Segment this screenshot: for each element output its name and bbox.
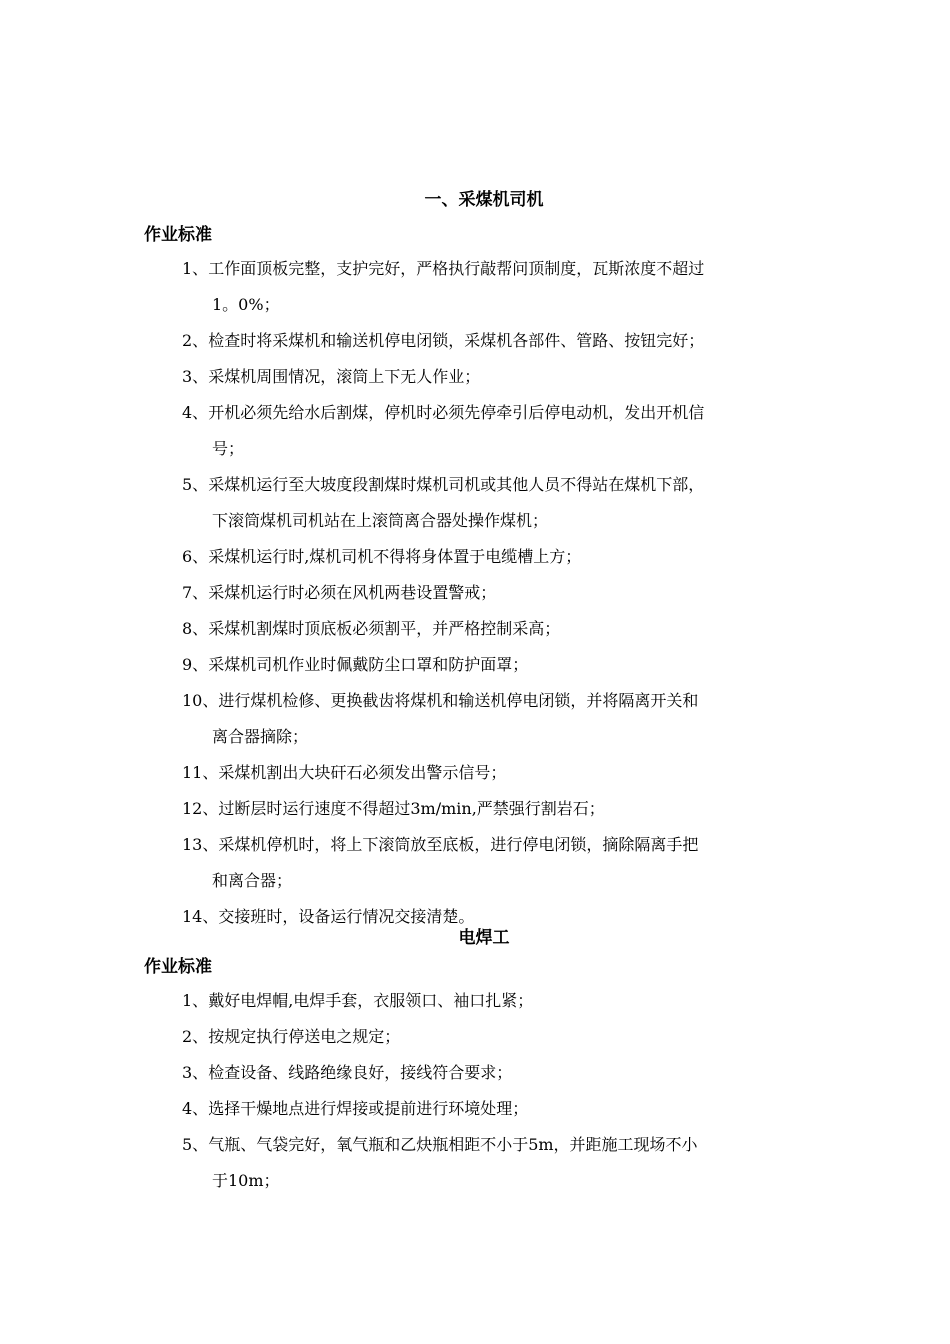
section-title-coal-shearer: 一、采煤机司机 <box>424 190 544 210</box>
item-text: 采煤机运行至大坡度段割煤时煤机司机或其他人员不得站在煤机下部， <box>208 475 705 494</box>
item-number: 7、 <box>182 583 209 602</box>
list-item <box>182 575 812 611</box>
item-number: 8、 <box>182 619 209 638</box>
list-item <box>182 467 812 539</box>
item-text-continued: 于10m； <box>212 1171 280 1190</box>
item-text-continued: 1。0%； <box>212 295 280 314</box>
item-number: 3、 <box>182 1063 209 1082</box>
item-number: 4、 <box>182 403 209 422</box>
section-title-electric-welder: 电焊工 <box>458 928 510 948</box>
item-text: 检查设备、线路绝缘良好，接线符合要求； <box>208 1063 513 1082</box>
item-number: 1、 <box>182 991 209 1010</box>
list-item <box>182 251 812 323</box>
list-item <box>182 791 812 827</box>
item-text: 开机必须先给水后割煤，停机时必须先停牵引后停电动机，发出开机信 <box>208 403 705 422</box>
item-text: 检查时将采煤机和输送机停电闭锁，采煤机各部件、管路、按钮完好； <box>208 331 705 350</box>
item-number: 10、 <box>182 691 219 710</box>
item-text-continued: 离合器摘除； <box>212 727 309 746</box>
list-item <box>182 1019 812 1055</box>
list-item <box>182 1127 812 1199</box>
list-item <box>182 647 812 683</box>
item-text: 气瓶、气袋完好，氧气瓶和乙炔瓶相距不小于5m，并距施工现场不小 <box>208 1135 698 1154</box>
list-item <box>182 1055 812 1091</box>
list-item <box>182 983 812 1019</box>
item-text: 采煤机停机时，将上下滚筒放至底板，进行停电闭锁，摘除隔离手把 <box>218 835 699 854</box>
item-text-continued: 下滚筒煤机司机站在上滚筒离合器处操作煤机； <box>212 511 549 530</box>
item-number: 4、 <box>182 1099 209 1118</box>
list-item <box>182 611 812 647</box>
item-text: 戴好电焊帽,电焊手套，衣服领口、袖口扎紧； <box>208 991 534 1010</box>
item-text: 进行煤机检修、更换截齿将煤机和输送机停电闭锁，并将隔离开关和 <box>218 691 699 710</box>
item-text: 选择干燥地点进行焊接或提前进行环境处理； <box>208 1099 529 1118</box>
item-number: 6、 <box>182 547 209 566</box>
item-text: 采煤机运行时,煤机司机不得将身体置于电缆槽上方； <box>208 547 582 566</box>
section-subhead-work-standard-2: 作业标准 <box>144 957 212 977</box>
item-text: 采煤机周围情况，滚筒上下无人作业； <box>208 367 481 386</box>
item-number: 1、 <box>182 259 209 278</box>
item-number: 12、 <box>182 799 219 818</box>
item-number: 2、 <box>182 1027 209 1046</box>
item-number: 13、 <box>182 835 219 854</box>
item-number: 5、 <box>182 1135 209 1154</box>
item-text: 过断层时运行速度不得超过3m/min,严禁强行割岩石； <box>218 799 605 818</box>
list-item <box>182 755 812 791</box>
item-text: 采煤机运行时必须在风机两巷设置警戒； <box>208 583 497 602</box>
item-number: 5、 <box>182 475 209 494</box>
item-number: 2、 <box>182 331 209 350</box>
item-text: 采煤机司机作业时佩戴防尘口罩和防护面罩； <box>208 655 529 674</box>
item-number: 11、 <box>182 763 219 782</box>
list-item <box>182 359 812 395</box>
list-item <box>182 395 812 467</box>
item-number: 3、 <box>182 367 209 386</box>
item-text: 交接班时，设备运行情况交接清楚。 <box>218 907 475 926</box>
item-text: 工作面顶板完整，支护完好，严格执行敲帮问顶制度，瓦斯浓度不超过 <box>208 259 705 278</box>
section-subhead-work-standard: 作业标准 <box>144 225 212 245</box>
list-item <box>182 683 812 755</box>
item-text: 按规定执行停送电之规定； <box>208 1027 401 1046</box>
list-item <box>182 323 812 359</box>
item-text-continued: 和离合器； <box>212 871 293 890</box>
item-number: 9、 <box>182 655 209 674</box>
list-item <box>182 827 812 899</box>
item-text: 采煤机割出大块矸石必须发出警示信号； <box>218 763 507 782</box>
item-number: 14、 <box>182 907 219 926</box>
item-text: 采煤机割煤时顶底板必须割平，并严格控制采高； <box>208 619 561 638</box>
list-item <box>182 539 812 575</box>
list-item <box>182 1091 812 1127</box>
item-text-continued: 号； <box>212 439 245 458</box>
